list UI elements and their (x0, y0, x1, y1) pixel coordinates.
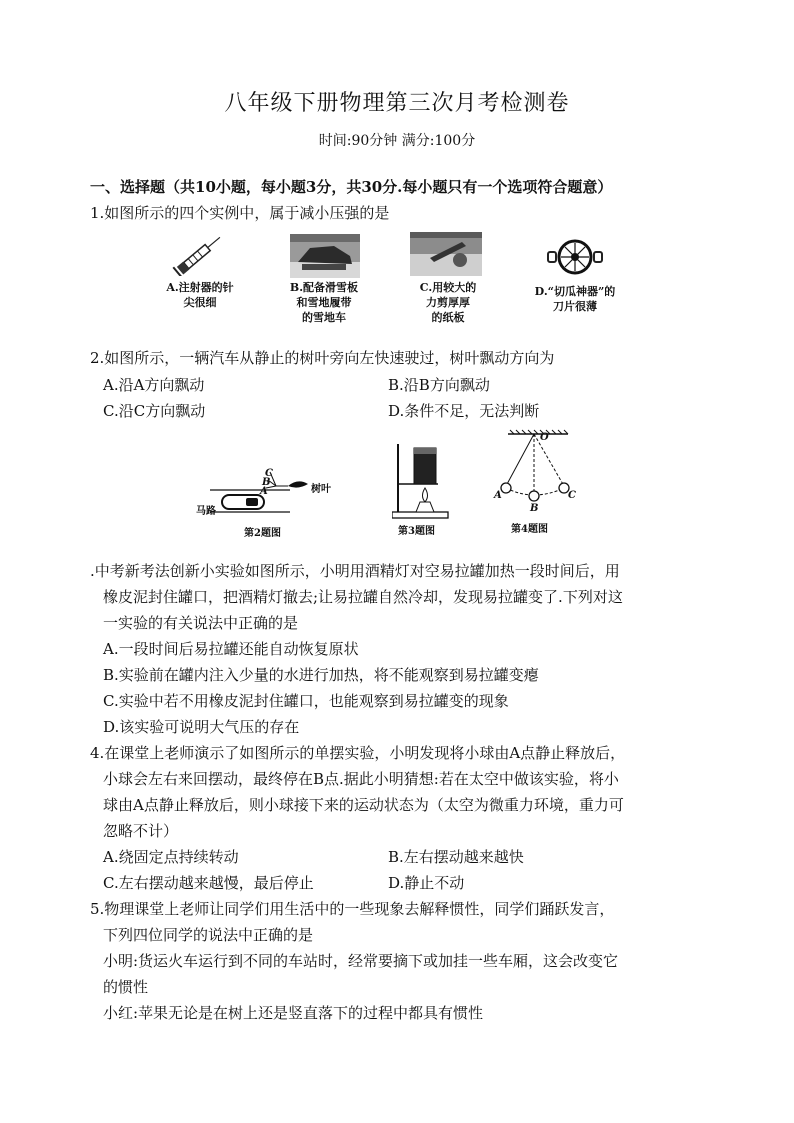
q1-caption-a-line: A.注射器的针 (166, 281, 234, 294)
q2-option-a: A.沿A方向飘动 (103, 376, 205, 394)
fig2-caption: 第2题图 (244, 528, 281, 539)
q1-caption-a-line: 尖很细 (183, 296, 217, 309)
q1-caption-d (512, 284, 638, 314)
fig2-road-label: 马路 (196, 506, 216, 517)
q4-line: 球由A点静止释放后，则小球接下来的运动状态为（太空为微重力环境，重力可 (103, 796, 624, 814)
fig2-point-b: B (262, 477, 271, 488)
q4-option-c: C.左右摆动越来越慢，最后停止 (103, 874, 314, 892)
q1-caption-c-line: 的纸板 (431, 311, 465, 324)
q3-option-b: B.实验前在罐内注入少量的水进行加热，将不能观察到易拉罐变瘪 (103, 666, 539, 684)
section-heading: 一、选择题（共10小题，每小题3分，共30分.每小题只有一个选项符合题意） (90, 178, 613, 196)
q1-caption-b-line: 和雪地履带 (296, 296, 352, 309)
fig2-leaf-label: 树叶 (311, 484, 331, 495)
q2-option-d: D.条件不足，无法判断 (388, 402, 540, 420)
fig3-can-experiment (392, 440, 452, 520)
q4-option-b: B.左右摆动越来越快 (388, 848, 524, 866)
q1-caption-c-line: 力剪厚厚 (426, 296, 470, 309)
syringe-image (170, 232, 230, 276)
scissors-cardboard-image (410, 232, 482, 276)
q1-caption-a (148, 280, 252, 310)
q2-option-b: B.沿B方向飘动 (388, 376, 490, 394)
q1-caption-c (396, 280, 500, 325)
q4-line: 忽略不计） (103, 822, 179, 840)
q5-line: 小红:苹果无论是在树上还是竖直落下的过程中都具有惯性 (103, 1004, 484, 1022)
q4-line: 4.在课堂上老师演示了如图所示的单摆实验，小明发现将小球由A点静止释放后， (90, 744, 626, 762)
fig4-point-c: C (568, 490, 576, 501)
q1-caption-b-line: 的雪地车 (302, 311, 346, 324)
q1-caption-d-line: 刀片很薄 (553, 300, 597, 313)
q2-option-c: C.沿C方向飘动 (103, 402, 206, 420)
q3-option-d: D.该实验可说明大气压的存在 (103, 718, 300, 736)
page-title: 八年级下册物理第三次月考检测卷 (224, 91, 570, 116)
q1-caption-b-line: B.配备滑雪板 (289, 281, 359, 294)
q1-caption-b (272, 280, 376, 325)
fig4-point-b: B (530, 503, 539, 514)
fig4-point-o: O (540, 432, 549, 443)
q5-line: 5.物理课堂上老师让同学们用生活中的一些现象去解释惯性，同学们踊跃发言， (90, 900, 615, 918)
q4-option-d: D.静止不动 (388, 874, 465, 892)
fig2-point-a: A (260, 486, 268, 497)
fig4-caption: 第4题图 (511, 524, 548, 535)
q1-stem: 1.如图所示的四个实例中，属于减小压强的是 (90, 204, 390, 222)
snowmobile-image (290, 234, 360, 278)
q5-line: 的惯性 (103, 978, 149, 996)
q3-line: 橡皮泥封住罐口，把酒精灯撤去;让易拉罐自然冷却，发现易拉罐变了.下列对这 (103, 588, 623, 606)
melon-cutter-image (546, 238, 604, 278)
q4-option-a: A.绕固定点持续转动 (103, 848, 239, 866)
q5-line: 下列四位同学的说法中正确的是 (103, 926, 314, 944)
q2-stem: 2.如图所示，一辆汽车从静止的树叶旁向左快速驶过，树叶飘动方向为 (90, 349, 555, 367)
q3-option-a: A.一段时间后易拉罐还能自动恢复原状 (103, 640, 359, 658)
q3-option-c: C.实验中若不用橡皮泥封住罐口，也能观察到易拉罐变的现象 (103, 692, 509, 710)
q3-line: .中考新考法创新小实验如图所示，小明用酒精灯对空易拉罐加热一段时间后，用 (90, 562, 620, 580)
exam-time-score: 时间:90分钟 满分:100分 (318, 133, 476, 149)
fig4-point-a: A (494, 490, 502, 501)
q4-line: 小球会左右来回摆动，最终停在B点.据此小明猜想:若在太空中做该实验，将小 (103, 770, 619, 788)
q1-caption-d-line: D.“切瓜神器”的 (534, 285, 616, 298)
q1-caption-c-line: C.用较大的 (419, 281, 477, 294)
q3-line: 一实验的有关说法中正确的是 (103, 614, 299, 632)
fig3-caption: 第3题图 (398, 526, 435, 537)
q5-line: 小明:货运火车运行到不同的车站时，经常要摘下或加挂一些车厢，这会改变它 (103, 952, 619, 970)
fig2-point-c: C (265, 468, 273, 479)
